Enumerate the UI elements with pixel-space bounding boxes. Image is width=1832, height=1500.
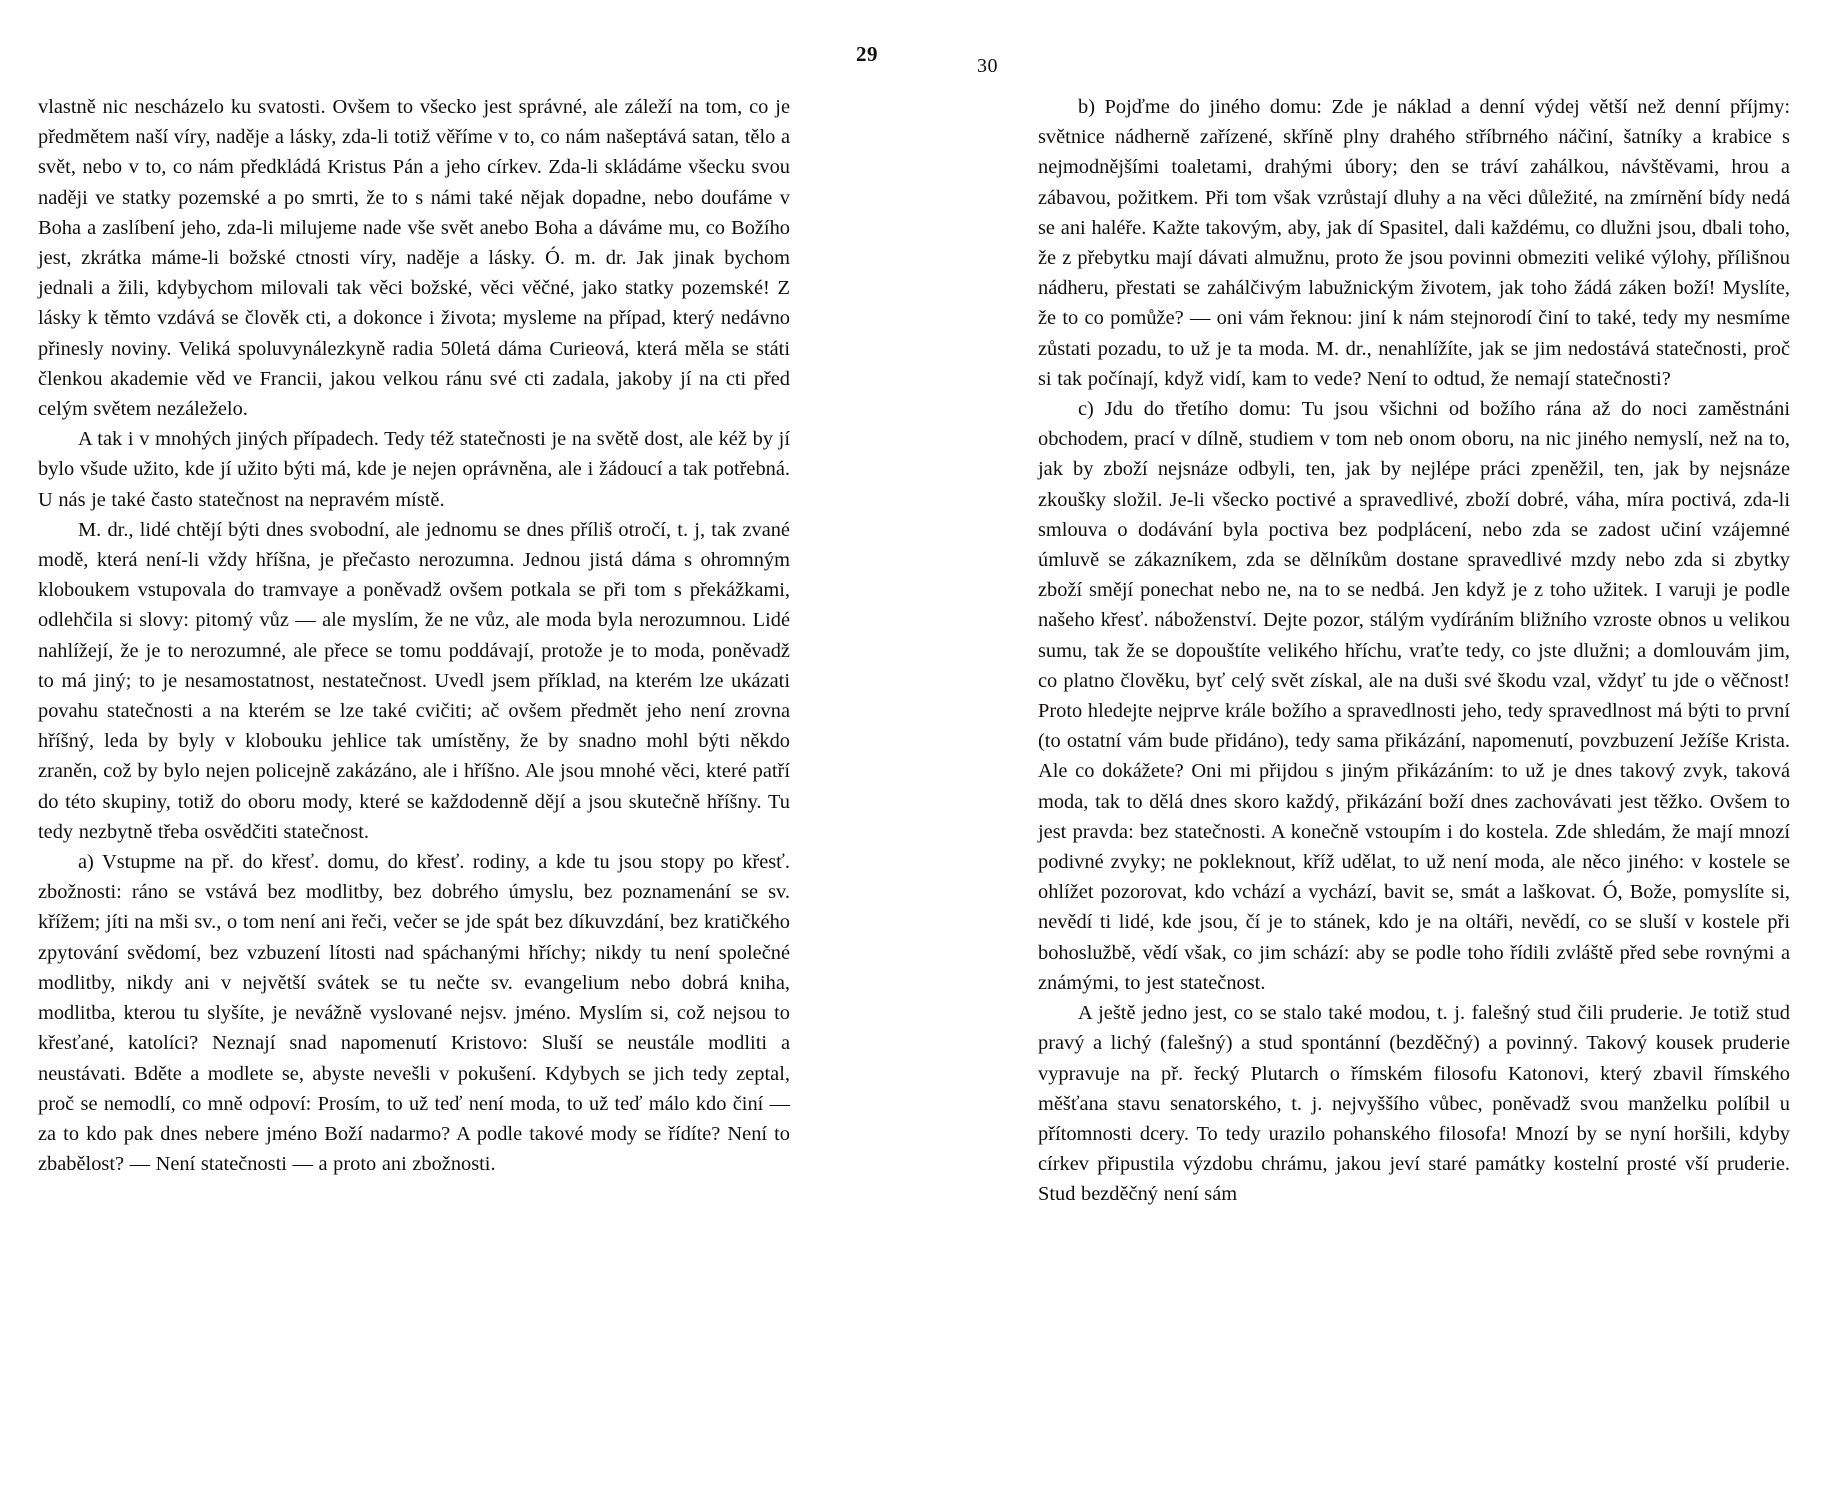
column-right	[1038, 92, 1790, 1210]
paragraph: M. dr., lidé chtějí býti dnes svobodní, ale jednomu se dnes příliš otročí, t. j, tak zvané modě, která není-li vždy hříšna, je přečasto nerozumna. Jednou jistá dáma s ohromným kloboukem vstupovala do tramvaye a poněvadž ovšem potkala se při tom s překážkami, odlehčila si slovy: pitomý vůz — ale myslím, že ne vůz, ale moda byla nerozumnou. Lidé nahlížejí, že je to nerozumné, ale přece se tomu poddávají, protože je to moda, poněvadž to má jiný; to je nesamostatnost, nestatečnost. Uvedl jsem příklad, na kterém lze ukázati povahu statečnosti a na kterém se lze také cvičiti; ač ovšem předmět jeho není zrovna hříšný, leda by byly v klobouku jehlice tak umístěny, že by snadno mohl býti někdo zraněn, což by bylo nejen policejně zakázáno, ale i hříšno. Ale jsou mnohé věci, které patří do této skupiny, totiž do oboru mody, které se každodenně dějí a jsou skutečně hříšny. Tu tedy nezbytně třeba osvědčiti statečnost.	[38, 518, 790, 843]
paragraph: vlastně nic nescházelo ku svatosti. Ovšem to všecko jest správné, ale záleží na tom, co je předmětem naší víry, naděje a lásky, zda-li totiž věříme v to, co nám našeptává satan, tělo a svět, nebo v to, co nám předkládá Kristus Pán a jeho církev. Zda-li skládáme všecku svou naději ve statky pozemské a po smrti, že to s námi také nějak dopadne, nebo doufáme v Boha a zaslíbení jeho, zda-li milujeme nade vše svět anebo Boha a dáváme mu, co Božího jest, zkrátka máme-li božské ctnosti víry, naděje a lásky. Ó. m. dr. Jak jinak bychom jednali a žili, kdybychom milovali tak věci božské, věci věčné, jako statky pozemské! Z lásky k těmto vzdává se člověk cti, a dokonce i života; mysleme na případ, který nedávno přinesly noviny. Veliká spoluvynálezkyně radia 50letá dáma Curieová, která měla se státi členkou akademie věd ve Francii, jakou velkou ránu své cti zadala, jakoby jí na cti před celým světem nezáleželo.	[38, 96, 790, 421]
page-number-right: 30	[977, 55, 998, 77]
paragraph: c) Jdu do třetího domu: Tu jsou všichni od božího rána až do noci zaměstnáni obchodem, prací v dílně, studiem v tom neb onom oboru, na nic jiného nemyslí, než na to, jak by zboží nejsnáze odbyli, ten, jak by nejlépe práci zpeněžil, ten, jak by nejsnáze zkoušky složil. Je-li všecko poctivé a spravedlivé, zboží dobré, váha, míra poctivá, zda-li smlouva o dodávání byla poctiva bez podplácení, nebo zda se zadost učiní vzájemné úmluvě se zákazníkem, zda se dělníkům dostane spravedlivé mzdy nebo zda si zbytky zboží smějí ponechat nebo ne, na to se nedbá. Jen když je z toho užitek. I varuji je podle našeho křesť. náboženství. Dejte pozor, stálým vydíráním bližního vzroste obnos u velikou sumu, tak že se dopouštíte velikého hříchu, vraťte tedy, co jste dlužni; a domlouvám jim, co platno člověku, byť celý svět získal, ale na duši své škodu vzal, vždyť tu jde o věčnost! Proto hledejte nejprve krále božího a spravedlnosti jeho, tedy spravedlnost má býti to první (to ostatní vám bude přidáno), tedy sama přikázání, napomenutí, povzbuzení Ježíše Krista. Ale co dokážete? Oni mi přijdou s jiným přikázáním: to už je dnes takový zvyk, taková moda, tak to dělá dnes skoro každý, přikázání boží dnes zachovávati jest těžko. Ovšem to jest pravda: bez statečnosti. A konečně vstoupím i do kostela. Zde shledám, že mají mnozí podivné zvyky; ne pokleknout, kříž udělat, to už není moda, ale něco jiného: v kostele se ohlížet pozorovat, kdo vchází a vychází, bavit se, smát a laškovat. Ó, Bože, pomyslíte si, nevědí ti lidé, kde jsou, čí je to stánek, kdo je na oltáři, nevědí, co se sluší v kostele při bohoslužbě, vědí však, co jim schází: aby se podle toho řídili zvláště před sebe rovnými a známými, to jest statečnost.	[1038, 398, 1790, 994]
column-left	[38, 92, 790, 1210]
paragraph: a) Vstupme na př. do křesť. domu, do křesť. rodiny, a kde tu jsou stopy po křesť. zbožnosti: ráno se vstává bez modlitby, bez dobrého úmyslu, bez poznamenání se sv. křížem; jíti na mši sv., o tom není ani řeči, večer se jde spát bez díkuvzdání, bez kratičkého zpytování svědomí, bez vzbuzení lítosti nad spáchanými hříchy; nikdy tu není společné modlitby, nikdy ani v největší svátek se tu nečte sv. evangelium nebo dobrá kniha, modlitba, kterou tu slyšíte, je nevážně vyslované nejsv. jméno. Myslím si, což nejsou to křesťané, katolíci? Neznají snad napomenutí Kristovo: Sluší se neustále modliti a neustávati. Bděte a modlete se, abyste nevešli v pokušení. Kdybych se jich tedy zeptal, proč se nemodlí, co mně odpoví: Prosím, to už teď není moda, to už teď málo kdo činí — za to kdo pak dnes nebere jméno Boží nadarmo? A podle takové mody se řídíte? Není to zbabělost? — Není statečnosti — a proto ani zbožnosti.	[38, 851, 790, 1176]
paragraph: A tak i v mnohých jiných případech. Tedy též statečnosti je na světě dost, ale kéž by jí bylo všude užito, kde jí užito býti má, kde je nejen oprávněna, ale i žádoucí a tak potřebná. U nás je také často statečnost na nepravém místě.	[38, 428, 790, 511]
paragraph: b) Pojďme do jiného domu: Zde je náklad a denní výdej větší než denní příjmy: světnice nádherně zařízené, skříně plny drahého stříbrného náčiní, šatníky a krabice s nejmodnějšími toaletami, drahými úbory; den se tráví zahálkou, návštěvami, hrou a zábavou, požitkem. Při tom však vzrůstají dluhy a na věci důležité, na zmírnění bídy nedá se ani haléře. Kažte takovým, aby, jak dí Spasitel, dali každému, co dlužni jsou, dbali toho, že z přebytku mají dávati almužnu, proto že jsou povinni obmeziti veliké výlohy, přílišnou nádheru, přestati se zahálčivým labužnickým životem, jak toho žádá záken boží! Myslíte, že to co pomůže? — oni vám řeknou: jiní k nám stejnorodí činí to také, tedy my nesmíme zůstati pozadu, to už je ta moda. M. dr., nenahlížíte, jak se jim nedostává statečnosti, proč si tak počínají, když vidí, kam to vede? Není to odtud, že nemají statečnosti?	[1038, 96, 1790, 390]
page-number-left: 29	[856, 42, 878, 66]
paragraph: A ještě jedno jest, co se stalo také modou, t. j. falešný stud čili pruderie. Je totiž stud pravý a lichý (falešný) a stud spontánní (bezděčný) a povinný. Takový kousek pruderie vypravuje na př. řecký Plutarch o římském filosofu Katonovi, který zbavil římského měšťana stavu senatorského, t. j. nejvyššího vůbec, poněvadž svou manželku políbil u přítomnosti dcery. To tedy urazilo pohanského filosofa! Mnozí by se nyní horšili, kdyby církev připustila výzdobu chrámu, jakou jeví staré památky kostelní prosté vší pruderie. Stud bezděčný není sám	[1038, 1002, 1790, 1206]
text-columns	[0, 92, 1832, 1210]
